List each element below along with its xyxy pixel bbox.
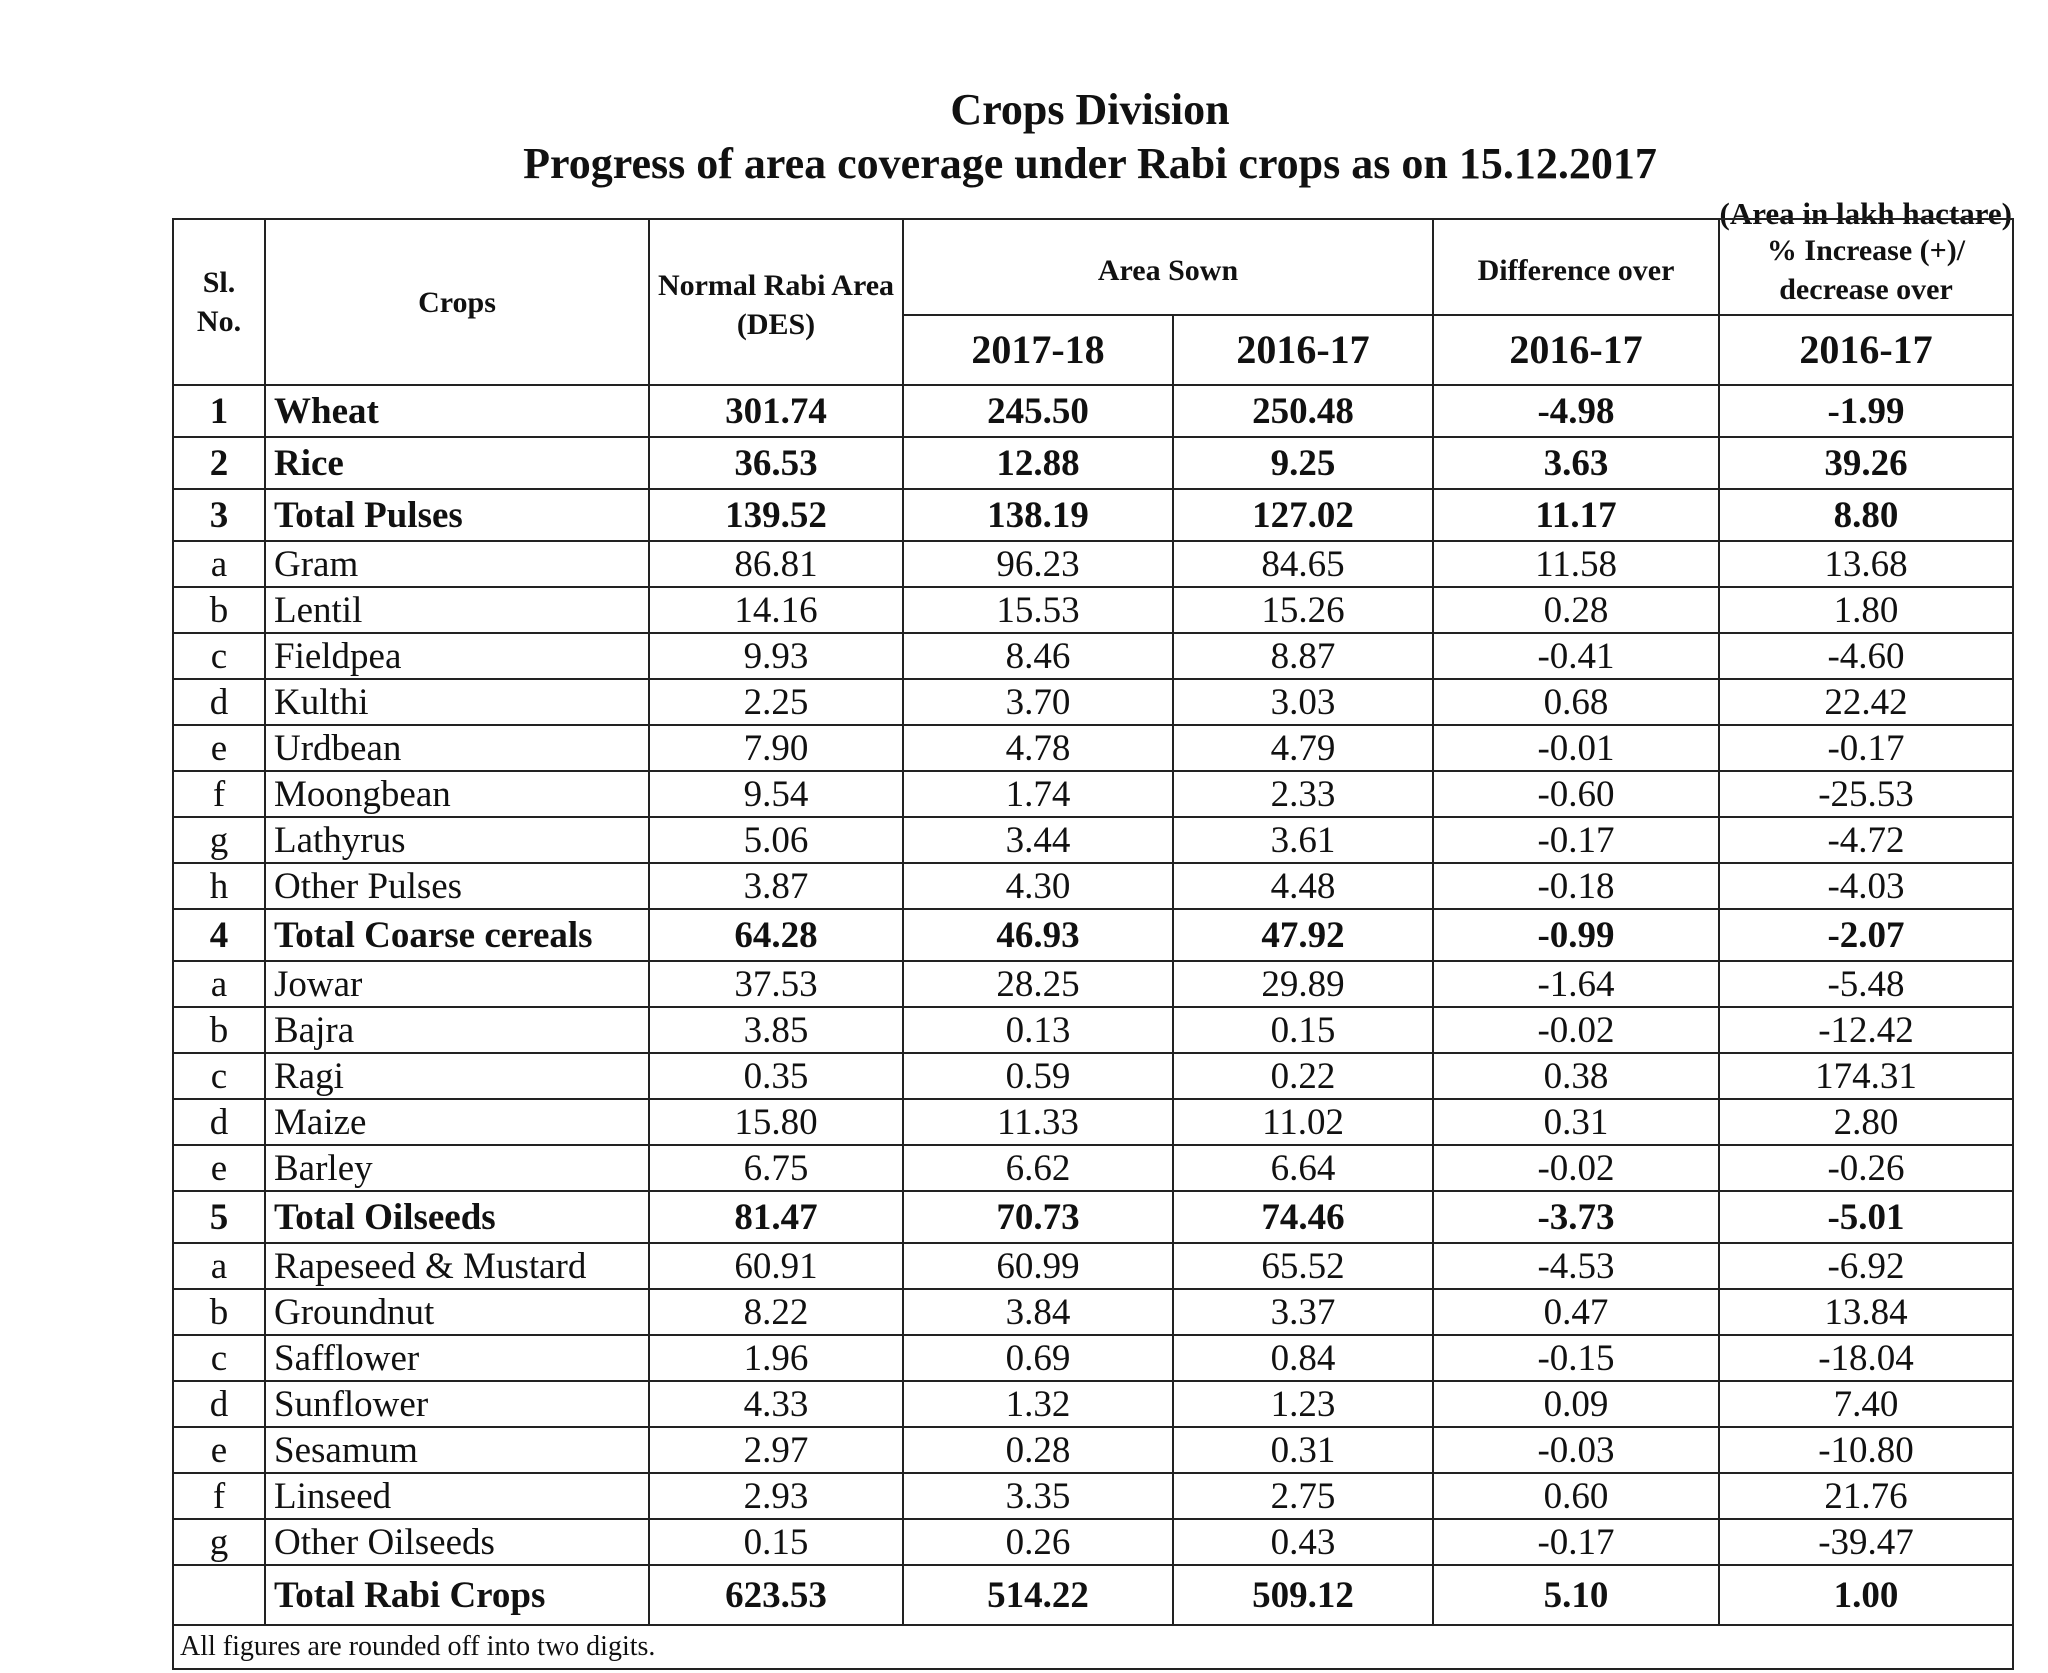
row-crop: Linseed	[265, 1473, 649, 1519]
row-difference: -0.60	[1433, 771, 1719, 817]
row-normal-area: 64.28	[649, 909, 903, 961]
table-row	[173, 437, 2013, 489]
row-crop: Rapeseed & Mustard	[265, 1243, 649, 1289]
row-difference: -4.53	[1433, 1243, 1719, 1289]
table-row	[173, 1519, 2013, 1565]
row-area-2016-17: 4.48	[1173, 863, 1433, 909]
row-area-2016-17: 47.92	[1173, 909, 1433, 961]
crop-area-table	[172, 218, 2014, 1670]
page-title: Crops Division	[950, 85, 1230, 134]
total-row	[173, 1565, 2013, 1625]
row-percent-change: -4.60	[1719, 633, 2013, 679]
row-difference: -0.18	[1433, 863, 1719, 909]
row-area-2017-18: 0.26	[903, 1519, 1173, 1565]
row-sl: d	[173, 1099, 265, 1145]
row-difference: 0.38	[1433, 1053, 1719, 1099]
table-row	[173, 1473, 2013, 1519]
row-sl: d	[173, 679, 265, 725]
row-sl: c	[173, 1053, 265, 1099]
row-percent-change: -5.01	[1719, 1191, 2013, 1243]
row-percent-change: -2.07	[1719, 909, 2013, 961]
row-normal-area: 2.97	[649, 1427, 903, 1473]
row-normal-area: 14.16	[649, 587, 903, 633]
row-percent-change: 21.76	[1719, 1473, 2013, 1519]
row-sl: 2	[173, 437, 265, 489]
table-header-row	[173, 219, 2013, 315]
row-area-2016-17: 3.03	[1173, 679, 1433, 725]
row-area-2017-18: 138.19	[903, 489, 1173, 541]
row-sl: b	[173, 1289, 265, 1335]
total-2017-18: 514.22	[903, 1565, 1173, 1625]
row-area-2017-18: 15.53	[903, 587, 1173, 633]
row-difference: -0.15	[1433, 1335, 1719, 1381]
row-normal-area: 2.25	[649, 679, 903, 725]
row-area-2017-18: 4.78	[903, 725, 1173, 771]
table-row	[173, 863, 2013, 909]
row-percent-change: -6.92	[1719, 1243, 2013, 1289]
col-header-diff-year: 2016-17	[1433, 315, 1719, 385]
table-row	[173, 1099, 2013, 1145]
row-crop: Bajra	[265, 1007, 649, 1053]
row-area-2017-18: 70.73	[903, 1191, 1173, 1243]
row-area-2017-18: 3.70	[903, 679, 1173, 725]
row-percent-change: 7.40	[1719, 1381, 2013, 1427]
total-percent: 1.00	[1719, 1565, 2013, 1625]
row-difference: 0.47	[1433, 1289, 1719, 1335]
row-normal-area: 1.96	[649, 1335, 903, 1381]
total-2016-17: 509.12	[1173, 1565, 1433, 1625]
row-sl: b	[173, 1007, 265, 1053]
table-row	[173, 1427, 2013, 1473]
row-normal-area: 9.93	[649, 633, 903, 679]
row-crop: Wheat	[265, 385, 649, 437]
page-subtitle: Progress of area coverage under Rabi crops as on 15.12.2017	[523, 139, 1657, 188]
row-crop: Total Oilseeds	[265, 1191, 649, 1243]
total-normal: 623.53	[649, 1565, 903, 1625]
row-sl: e	[173, 1145, 265, 1191]
row-sl: f	[173, 1473, 265, 1519]
row-normal-area: 86.81	[649, 541, 903, 587]
row-sl: b	[173, 587, 265, 633]
row-normal-area: 36.53	[649, 437, 903, 489]
row-crop: Sesamum	[265, 1427, 649, 1473]
row-sl: 5	[173, 1191, 265, 1243]
row-crop: Rice	[265, 437, 649, 489]
row-difference: -0.02	[1433, 1007, 1719, 1053]
row-crop: Gram	[265, 541, 649, 587]
row-area-2017-18: 46.93	[903, 909, 1173, 961]
row-area-2017-18: 11.33	[903, 1099, 1173, 1145]
row-sl: d	[173, 1381, 265, 1427]
row-percent-change: -4.72	[1719, 817, 2013, 863]
row-area-2016-17: 65.52	[1173, 1243, 1433, 1289]
row-normal-area: 3.87	[649, 863, 903, 909]
row-sl: h	[173, 863, 265, 909]
row-percent-change: -4.03	[1719, 863, 2013, 909]
row-area-2016-17: 15.26	[1173, 587, 1433, 633]
row-area-2016-17: 2.75	[1173, 1473, 1433, 1519]
row-area-2017-18: 1.74	[903, 771, 1173, 817]
table-row	[173, 541, 2013, 587]
col-header-sl-no: Sl. No.	[173, 219, 265, 385]
row-crop: Fieldpea	[265, 633, 649, 679]
row-area-2016-17: 9.25	[1173, 437, 1433, 489]
row-sl: 1	[173, 385, 265, 437]
total-sl	[173, 1565, 265, 1625]
row-percent-change: -39.47	[1719, 1519, 2013, 1565]
row-crop: Total Coarse cereals	[265, 909, 649, 961]
row-difference: 11.17	[1433, 489, 1719, 541]
row-difference: 0.28	[1433, 587, 1719, 633]
row-difference: 11.58	[1433, 541, 1719, 587]
row-percent-change: -1.99	[1719, 385, 2013, 437]
table-row	[173, 633, 2013, 679]
row-area-2017-18: 245.50	[903, 385, 1173, 437]
row-percent-change: 39.26	[1719, 437, 2013, 489]
row-area-2016-17: 3.61	[1173, 817, 1433, 863]
row-difference: -0.41	[1433, 633, 1719, 679]
row-crop: Safflower	[265, 1335, 649, 1381]
col-header-percent-change: % Increase (+)/ decrease over	[1719, 219, 2013, 315]
row-area-2017-18: 6.62	[903, 1145, 1173, 1191]
row-area-2017-18: 0.69	[903, 1335, 1173, 1381]
row-area-2017-18: 96.23	[903, 541, 1173, 587]
row-difference: 0.09	[1433, 1381, 1719, 1427]
row-area-2016-17: 29.89	[1173, 961, 1433, 1007]
row-normal-area: 81.47	[649, 1191, 903, 1243]
row-percent-change: -12.42	[1719, 1007, 2013, 1053]
table-row	[173, 1191, 2013, 1243]
table-row	[173, 771, 2013, 817]
row-area-2017-18: 60.99	[903, 1243, 1173, 1289]
row-normal-area: 139.52	[649, 489, 903, 541]
row-crop: Other Pulses	[265, 863, 649, 909]
row-normal-area: 7.90	[649, 725, 903, 771]
col-header-area-sown: Area Sown	[903, 219, 1433, 315]
col-header-crops: Crops	[265, 219, 649, 385]
row-normal-area: 5.06	[649, 817, 903, 863]
row-sl: 4	[173, 909, 265, 961]
row-difference: -4.98	[1433, 385, 1719, 437]
row-percent-change: -25.53	[1719, 771, 2013, 817]
row-normal-area: 0.35	[649, 1053, 903, 1099]
unit-note: (Area in lakh hactare)	[1719, 196, 2012, 231]
row-normal-area: 37.53	[649, 961, 903, 1007]
footnote: All figures are rounded off into two digits.	[173, 1625, 2013, 1669]
row-area-2017-18: 12.88	[903, 437, 1173, 489]
row-difference: 3.63	[1433, 437, 1719, 489]
row-percent-change: -10.80	[1719, 1427, 2013, 1473]
row-sl: 3	[173, 489, 265, 541]
row-percent-change: -5.48	[1719, 961, 2013, 1007]
row-crop: Moongbean	[265, 771, 649, 817]
row-crop: Jowar	[265, 961, 649, 1007]
row-difference: -0.17	[1433, 817, 1719, 863]
row-difference: -3.73	[1433, 1191, 1719, 1243]
table-row	[173, 489, 2013, 541]
row-percent-change: 2.80	[1719, 1099, 2013, 1145]
row-difference: -0.01	[1433, 725, 1719, 771]
table-row	[173, 1243, 2013, 1289]
row-crop: Sunflower	[265, 1381, 649, 1427]
table-row	[173, 909, 2013, 961]
col-header-year-prev: 2016-17	[1173, 315, 1433, 385]
row-crop: Total Pulses	[265, 489, 649, 541]
table-row	[173, 1381, 2013, 1427]
row-area-2016-17: 250.48	[1173, 385, 1433, 437]
footnote-row	[173, 1625, 2013, 1669]
row-difference: -0.02	[1433, 1145, 1719, 1191]
row-difference: -0.03	[1433, 1427, 1719, 1473]
row-crop: Maize	[265, 1099, 649, 1145]
row-area-2016-17: 0.43	[1173, 1519, 1433, 1565]
row-crop: Other Oilseeds	[265, 1519, 649, 1565]
col-header-pct-year: 2016-17	[1719, 315, 2013, 385]
row-percent-change: -0.17	[1719, 725, 2013, 771]
table-row	[173, 961, 2013, 1007]
row-area-2017-18: 1.32	[903, 1381, 1173, 1427]
row-crop: Groundnut	[265, 1289, 649, 1335]
row-area-2016-17: 11.02	[1173, 1099, 1433, 1145]
table-row	[173, 817, 2013, 863]
row-difference: -1.64	[1433, 961, 1719, 1007]
row-difference: 0.68	[1433, 679, 1719, 725]
row-percent-change: 13.84	[1719, 1289, 2013, 1335]
table-row	[173, 1145, 2013, 1191]
row-difference: -0.99	[1433, 909, 1719, 961]
row-percent-change: -0.26	[1719, 1145, 2013, 1191]
col-header-normal-area: Normal Rabi Area (DES)	[649, 219, 903, 385]
row-crop: Ragi	[265, 1053, 649, 1099]
row-difference: -0.17	[1433, 1519, 1719, 1565]
row-area-2016-17: 127.02	[1173, 489, 1433, 541]
table-row	[173, 1007, 2013, 1053]
row-area-2016-17: 0.31	[1173, 1427, 1433, 1473]
row-area-2017-18: 8.46	[903, 633, 1173, 679]
row-area-2016-17: 0.15	[1173, 1007, 1433, 1053]
row-area-2016-17: 6.64	[1173, 1145, 1433, 1191]
row-area-2017-18: 0.13	[903, 1007, 1173, 1053]
table-row	[173, 1289, 2013, 1335]
row-normal-area: 0.15	[649, 1519, 903, 1565]
col-header-year-current: 2017-18	[903, 315, 1173, 385]
row-area-2016-17: 0.84	[1173, 1335, 1433, 1381]
row-area-2017-18: 4.30	[903, 863, 1173, 909]
table-row	[173, 385, 2013, 437]
row-area-2016-17: 0.22	[1173, 1053, 1433, 1099]
col-header-difference: Difference over	[1433, 219, 1719, 315]
row-area-2016-17: 84.65	[1173, 541, 1433, 587]
row-area-2016-17: 4.79	[1173, 725, 1433, 771]
row-normal-area: 301.74	[649, 385, 903, 437]
table-row	[173, 679, 2013, 725]
row-area-2016-17: 1.23	[1173, 1381, 1433, 1427]
row-percent-change: 22.42	[1719, 679, 2013, 725]
row-difference: 0.31	[1433, 1099, 1719, 1145]
row-area-2017-18: 28.25	[903, 961, 1173, 1007]
row-normal-area: 60.91	[649, 1243, 903, 1289]
row-percent-change: 8.80	[1719, 489, 2013, 541]
row-area-2016-17: 2.33	[1173, 771, 1433, 817]
row-area-2017-18: 3.84	[903, 1289, 1173, 1335]
row-percent-change: 174.31	[1719, 1053, 2013, 1099]
row-normal-area: 6.75	[649, 1145, 903, 1191]
row-area-2016-17: 8.87	[1173, 633, 1433, 679]
row-sl: a	[173, 541, 265, 587]
row-normal-area: 2.93	[649, 1473, 903, 1519]
row-normal-area: 15.80	[649, 1099, 903, 1145]
row-sl: a	[173, 961, 265, 1007]
row-normal-area: 9.54	[649, 771, 903, 817]
table-row	[173, 725, 2013, 771]
row-sl: f	[173, 771, 265, 817]
row-sl: g	[173, 817, 265, 863]
row-area-2017-18: 0.28	[903, 1427, 1173, 1473]
row-crop: Barley	[265, 1145, 649, 1191]
row-area-2017-18: 0.59	[903, 1053, 1173, 1099]
row-normal-area: 4.33	[649, 1381, 903, 1427]
row-crop: Lentil	[265, 587, 649, 633]
table-body	[173, 385, 2013, 1565]
row-area-2017-18: 3.44	[903, 817, 1173, 863]
row-sl: e	[173, 725, 265, 771]
row-crop: Urdbean	[265, 725, 649, 771]
row-crop: Lathyrus	[265, 817, 649, 863]
row-sl: g	[173, 1519, 265, 1565]
table-row	[173, 1053, 2013, 1099]
row-normal-area: 8.22	[649, 1289, 903, 1335]
row-crop: Kulthi	[265, 679, 649, 725]
row-area-2016-17: 74.46	[1173, 1191, 1433, 1243]
row-area-2017-18: 3.35	[903, 1473, 1173, 1519]
row-sl: a	[173, 1243, 265, 1289]
row-percent-change: 13.68	[1719, 541, 2013, 587]
row-sl: c	[173, 633, 265, 679]
row-sl: c	[173, 1335, 265, 1381]
total-crop: Total Rabi Crops	[265, 1565, 649, 1625]
table-row	[173, 1335, 2013, 1381]
table-row	[173, 587, 2013, 633]
row-area-2016-17: 3.37	[1173, 1289, 1433, 1335]
total-difference: 5.10	[1433, 1565, 1719, 1625]
row-difference: 0.60	[1433, 1473, 1719, 1519]
row-sl: e	[173, 1427, 265, 1473]
row-percent-change: -18.04	[1719, 1335, 2013, 1381]
row-percent-change: 1.80	[1719, 587, 2013, 633]
row-normal-area: 3.85	[649, 1007, 903, 1053]
